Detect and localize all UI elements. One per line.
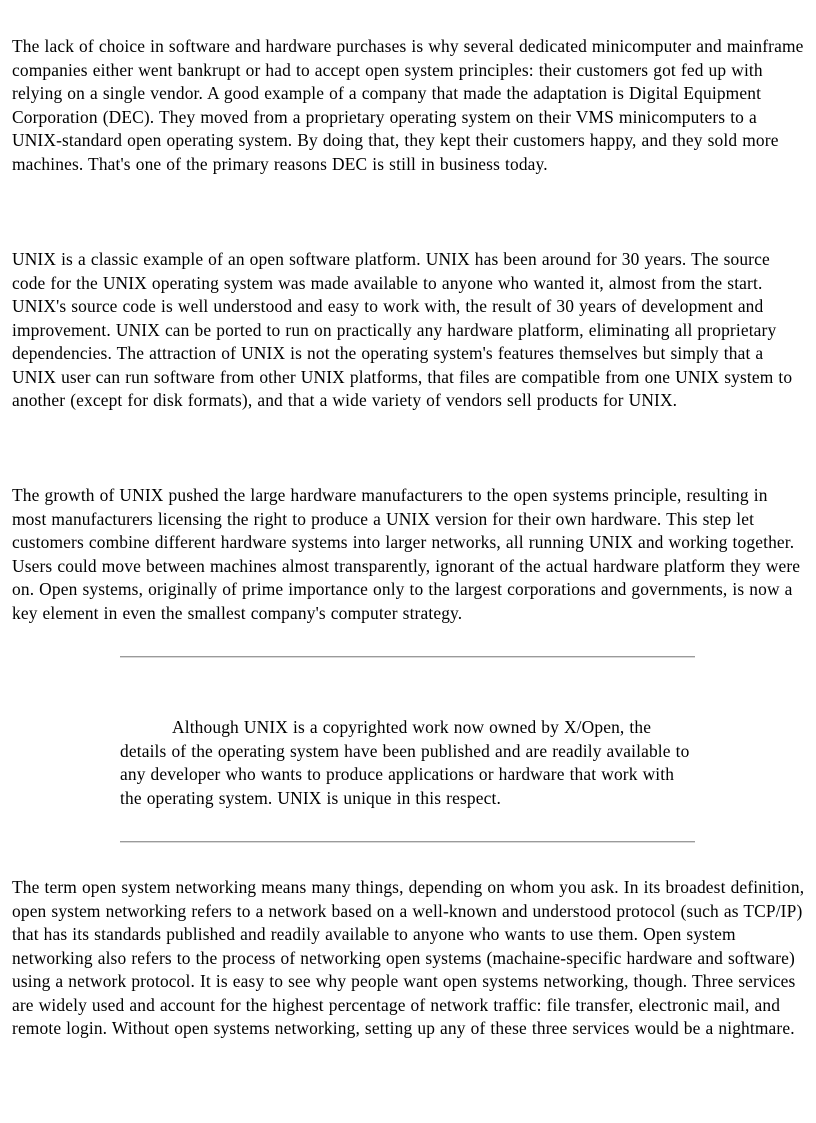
paragraph-unix-open-platform: UNIX is a classic example of an open software platform. UNIX has been around for 30 years. The source code for the UNIX operating system was made available to anyone who wanted it, almost from the start. UNIX's source code is well understood and easy to work with, the result of 30 years of development and improvement. UNIX can be ported to run on practically any hardware platform, eliminating all proprietary dependencies. The attraction of UNIX is not the operating system's features themselves but simply that a UNIX user can run software from other UNIX platforms, that files are compatible from one UNIX system to another (except for disk formats), and that a wide variety of vendors sell products for UNIX. xyxy=(12,249,793,410)
paragraph-open-system-networking: The term open system networking means many things, depending on whom you ask. In its broadest definition, open system networking refers to a network based on a well-known and understood protocol (such as TCP/IP) that has its standards published and readily available to anyone who wants to use them. Open system networking also refers to the process of networking open systems (machaine-specific hardware and software) using a network protocol. It is easy to see why people want open systems networking, though. Three services are widely used and account for the highest percentage of network traffic: file transfer, electronic mail, and remote login. Without open systems networking, setting up any of these three services would be a nightmare. xyxy=(12,877,805,1038)
note-top-divider xyxy=(120,656,695,658)
note-bottom-divider xyxy=(120,841,695,843)
note-unix-copyright: Although UNIX is a copyrighted work now owned by X/Open, the details of the operating system have been published and are readily available to any developer who wants to produce applications or hardware that work with the operating system. UNIX is unique in this respect. xyxy=(120,717,690,808)
paragraph-open-systems-vendors: The lack of choice in software and hardware purchases is why several dedicated minicomputer and mainframe companies either went bankrupt or had to accept open system principles: their customers got fed up with relying on a single vendor. A good example of a company that made the adaptation is Digital Equipment Corporation (DEC). They moved from a proprietary operating system on their VMS minicomputers to a UNIX-standard open operating system. By doing that, they kept their customers happy, and they sold more machines. That's one of the primary reasons DEC is still in business today. xyxy=(12,36,804,174)
paragraph-unix-growth: The growth of UNIX pushed the large hardware manufacturers to the open systems principle, resulting in most manufacturers licensing the right to produce a UNIX version for their own hardware. This step let customers combine different hardware systems into larger networks, all running UNIX and working together. Users could move between machines almost transparently, ignorant of the actual hardware platform they were on. Open systems, originally of prime importance only to the largest corporations and governments, is now a key element in even the smallest company's computer strategy. xyxy=(12,485,801,623)
